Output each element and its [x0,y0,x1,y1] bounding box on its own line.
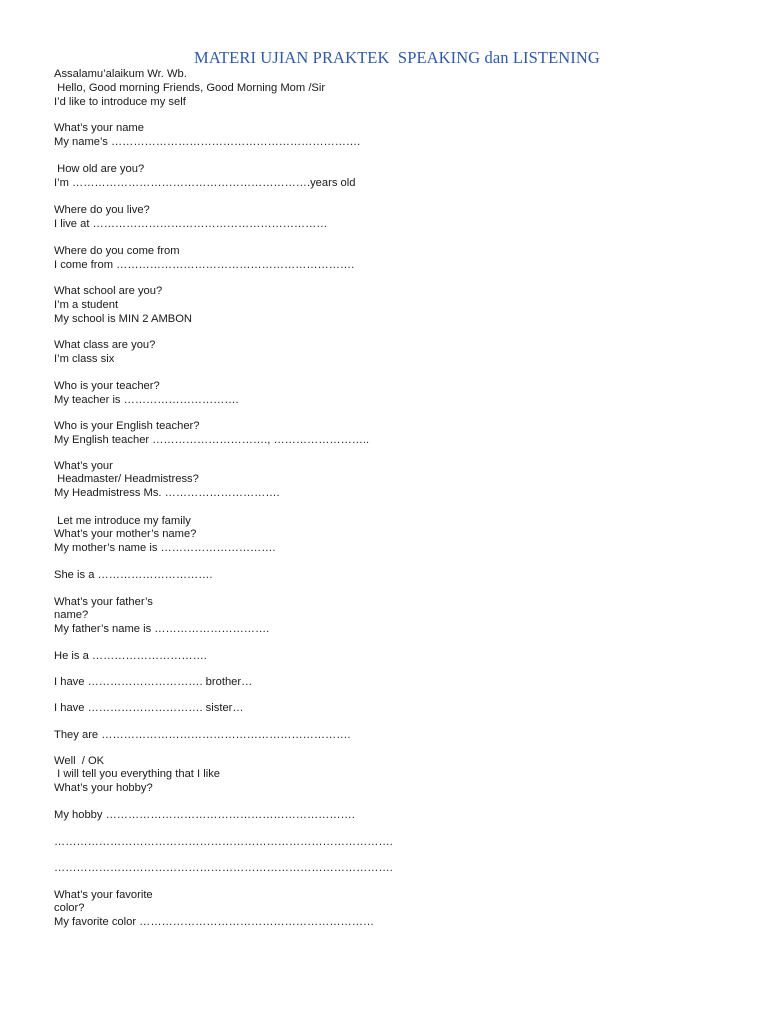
text-line: I live at ……………………………………………………… [54,218,328,230]
text-line: What school are you? [54,285,163,297]
text-line: I’m a student [54,299,119,311]
text-line: Headmaster/ Headmistress? [54,473,199,485]
text-line: He is a …………………………. [54,650,207,662]
text-line: Assalamu’alaikum Wr. Wb. [54,68,187,80]
text-line: Who is your teacher? [54,380,160,392]
text-line: Let me introduce my family [54,515,191,527]
text-line: Well / OK [54,755,105,767]
text-line: My school is MIN 2 AMBON [54,313,193,325]
text-line: What’s your favorite [54,889,153,901]
text-line: She is a …………………………. [54,569,213,581]
text-line: name? [54,609,89,621]
text-line: Hello, Good morning Friends, Good Morning Mom /Sir [54,82,326,94]
text-line: color? [54,902,85,914]
text-line: I have …………………………. brother… [54,676,253,688]
text-line: My Headmistress Ms. …………………………. [54,487,280,499]
text-line: What’s your [54,460,113,472]
document-title: MATERI UJIAN PRAKTEK SPEAKING dan LISTENING [194,48,600,67]
text-line: ………………………………………………………………………………. [54,836,393,848]
text-line: My favorite color ……………………………………………………… [54,916,375,928]
text-line: I’m class six [54,353,115,365]
text-line: My father’s name is …………………………. [54,623,270,635]
text-line: What’s your father’s [54,596,153,608]
text-line: They are …………………………………………………………. [54,729,351,741]
text-line: Who is your English teacher? [54,420,200,432]
text-line: What’s your name [54,122,144,134]
text-line: I’m ……………………………………………………….years old [54,177,356,189]
text-line: Where do you live? [54,204,150,216]
text-line: What class are you? [54,339,156,351]
text-line: How old are you? [54,163,145,175]
text-line: My teacher is …………………………. [54,394,239,406]
text-line: I will tell you everything that I like [54,768,221,780]
text-line: I have …………………………. sister… [54,702,244,714]
text-line: My English teacher …………………………., …………………….. [54,434,370,446]
text-line: My hobby …………………………………………………………. [54,809,355,821]
text-line: Where do you come from [54,245,180,257]
text-line: What’s your mother’s name? [54,528,197,540]
text-line: What’s your hobby? [54,782,153,794]
text-line: I’d like to introduce my self [54,96,186,108]
text-line: My name’s …………………………………………………………. [54,136,361,148]
text-line: I come from ………………………………………………………. [54,259,355,271]
text-line: ………………………………………………………………………………. [54,862,393,874]
text-line: My mother’s name is …………………………. [54,542,276,554]
